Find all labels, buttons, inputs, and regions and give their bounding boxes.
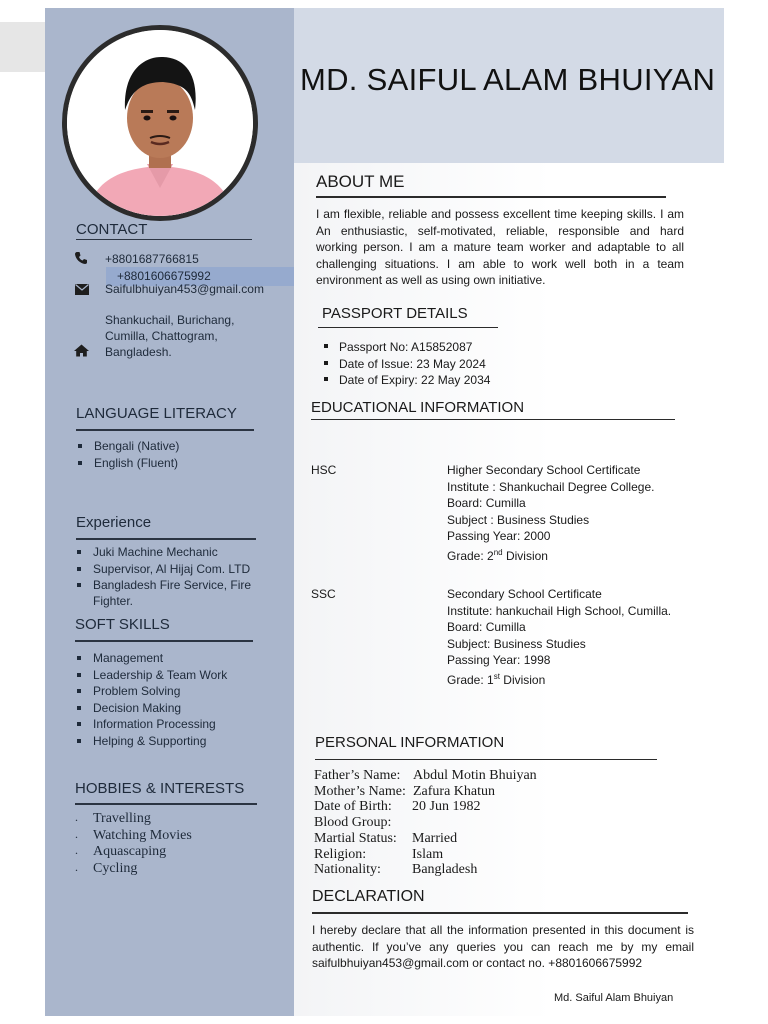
declaration-text: I hereby declare that all the information presented in this document is authentic. If you’ve any queries you can reach me by my email saifulbhuiyan453@gmail.com or contact no. +8801606675992 bbox=[312, 923, 694, 970]
signature-name: Md. Saiful Alam Bhuiyan bbox=[554, 992, 674, 1004]
personal-heading: PERSONAL INFORMATION bbox=[315, 734, 505, 751]
address-line-3: Bangladesh. bbox=[105, 345, 172, 359]
ssc-details bbox=[447, 586, 671, 688]
phone-number-1: +8801687766815 bbox=[105, 252, 199, 266]
personal-row bbox=[314, 862, 478, 878]
home-icon bbox=[74, 344, 89, 357]
experience-list bbox=[75, 544, 285, 594]
date-of-birth-label: Date of Birth: bbox=[314, 799, 392, 815]
profile-photo bbox=[62, 25, 258, 221]
personal-row bbox=[314, 815, 406, 831]
mothers-name-label: Mother’s Name: bbox=[314, 783, 406, 799]
soft-skill-item: Management bbox=[75, 650, 285, 667]
language-item: Bengali (Native) bbox=[76, 438, 276, 455]
passport-rule bbox=[318, 327, 498, 328]
hobbies-rule bbox=[75, 803, 257, 805]
passport-list bbox=[322, 339, 622, 389]
portrait-illustration bbox=[67, 30, 253, 216]
language-rule bbox=[76, 429, 254, 431]
hsc-details bbox=[447, 462, 654, 564]
passport-expiry-date: Date of Expiry: 22 May 2034 bbox=[322, 372, 622, 389]
envelope-icon bbox=[75, 284, 89, 295]
soft-skill-item: Helping & Supporting bbox=[75, 733, 285, 750]
phone-icon bbox=[74, 251, 88, 265]
education-rule bbox=[311, 419, 675, 420]
passport-number: Passport No: A15852087 bbox=[322, 339, 622, 356]
experience-item: Juki Machine Mechanic bbox=[75, 544, 285, 561]
address-line-2: Cumilla, Chattogram, bbox=[105, 329, 218, 343]
education-heading: EDUCATIONAL INFORMATION bbox=[311, 399, 525, 416]
passport-issue-date: Date of Issue: 23 May 2024 bbox=[322, 356, 622, 373]
experience-item: Bangladesh Fire Service, Fire bbox=[75, 577, 285, 594]
hobbies-list bbox=[75, 811, 285, 877]
soft-skills-rule bbox=[75, 640, 253, 642]
language-heading: LANGUAGE LITERACY bbox=[76, 405, 237, 422]
experience-rule bbox=[76, 538, 256, 540]
hsc-year: Passing Year: 2000 bbox=[447, 529, 551, 543]
language-item: English (Fluent) bbox=[76, 455, 276, 472]
passport-heading: PASSPORT DETAILS bbox=[322, 305, 468, 322]
soft-skill-item: Information Processing bbox=[75, 716, 285, 733]
ssc-grade bbox=[447, 669, 671, 689]
religion-value: Islam bbox=[412, 846, 444, 862]
address-line-1: Shankuchail, Burichang, bbox=[105, 313, 235, 327]
hsc-grade-suffix: Division bbox=[502, 548, 548, 563]
personal-row bbox=[314, 846, 444, 863]
personal-rule bbox=[315, 759, 657, 760]
soft-skill-item: Decision Making bbox=[75, 700, 285, 717]
ssc-year: Passing Year: 1998 bbox=[447, 653, 551, 667]
personal-info-table bbox=[314, 768, 537, 878]
ssc-title: Secondary School Certificate bbox=[447, 587, 602, 601]
hsc-subject: Subject : Business Studies bbox=[447, 512, 590, 527]
hobby-item: . Watching Movies bbox=[75, 828, 285, 845]
religion-label: Religion: bbox=[314, 846, 367, 862]
ssc-grade-prefix: Grade: 1 bbox=[447, 672, 494, 687]
personal-row bbox=[314, 799, 481, 815]
marital-status-value: Married bbox=[412, 830, 458, 846]
nationality-label: Nationality: bbox=[314, 862, 381, 878]
hsc-grade-sup: nd bbox=[493, 547, 503, 557]
ssc-grade-suffix: Division bbox=[499, 672, 546, 687]
soft-skills-heading: SOFT SKILLS bbox=[75, 616, 170, 633]
declaration-heading: DECLARATION bbox=[312, 888, 425, 905]
ssc-institute: Institute: hankuchail High School, Cumilla. bbox=[447, 603, 672, 618]
declaration-rule bbox=[312, 912, 688, 914]
hobby-item: . Cycling bbox=[75, 861, 285, 878]
hobby-item: . Aquascaping bbox=[75, 844, 285, 861]
soft-skill-item: Leadership & Team Work bbox=[75, 667, 285, 684]
hsc-institute: Institute : Shankuchail Degree College. bbox=[447, 479, 655, 494]
contact-rule bbox=[76, 239, 252, 240]
soft-skill-item: Problem Solving bbox=[75, 683, 285, 700]
ssc-subject: Subject: Business Studies bbox=[447, 636, 586, 651]
hsc-title: Higher Secondary School Certificate bbox=[447, 463, 641, 477]
contact-heading: CONTACT bbox=[76, 221, 148, 238]
soft-skills-list bbox=[75, 650, 285, 749]
marital-status-label: Martial Status: bbox=[314, 830, 397, 846]
date-of-birth-value: 20 Jun 1982 bbox=[412, 799, 481, 815]
phone-number-2: +8801606675992 bbox=[117, 269, 211, 283]
about-heading: ABOUT ME bbox=[316, 172, 405, 191]
about-rule bbox=[316, 196, 666, 198]
personal-row bbox=[314, 830, 458, 847]
hsc-label: HSC bbox=[311, 463, 337, 477]
fathers-name-value: Abdul Motin Bhuiyan bbox=[413, 768, 537, 783]
ssc-label: SSC bbox=[311, 587, 336, 601]
personal-row bbox=[314, 783, 496, 800]
candidate-name: MD. SAIFUL ALAM BHUIYAN bbox=[300, 62, 716, 97]
ssc-grade-sup: st bbox=[493, 671, 500, 681]
personal-row bbox=[314, 768, 537, 784]
language-list bbox=[76, 438, 276, 471]
experience-item: Supervisor, Al Hijaj Com. LTD bbox=[75, 561, 285, 578]
nationality-value: Bangladesh bbox=[412, 862, 478, 878]
hobby-item: . Travelling bbox=[75, 811, 285, 828]
hobbies-heading: HOBBIES & INTERESTS bbox=[75, 780, 245, 797]
mothers-name-value: Zafura Khatun bbox=[413, 783, 496, 799]
experience-item-continued: Fighter. bbox=[93, 594, 134, 608]
ssc-board: Board: Cumilla bbox=[447, 620, 526, 634]
hsc-grade bbox=[447, 545, 654, 565]
experience-heading: Experience bbox=[76, 514, 152, 531]
email-address: Saifulbhuiyan453@gmail.com bbox=[105, 282, 264, 296]
fathers-name-label: Father’s Name: bbox=[314, 768, 401, 783]
about-text: I am flexible, reliable and possess excellent time keeping skills. I am An enthusiastic, self-motivated, reliable, responsible and hard working person. I am a mature team worker and adaptable to all challenging situations. I am able to work well both in a team environment as well as using own initiative. bbox=[316, 207, 684, 287]
hsc-board: Board: Cumilla bbox=[447, 496, 526, 510]
hsc-grade-prefix: Grade: 2 bbox=[447, 548, 494, 563]
blood-group-label: Blood Group: bbox=[314, 815, 392, 831]
